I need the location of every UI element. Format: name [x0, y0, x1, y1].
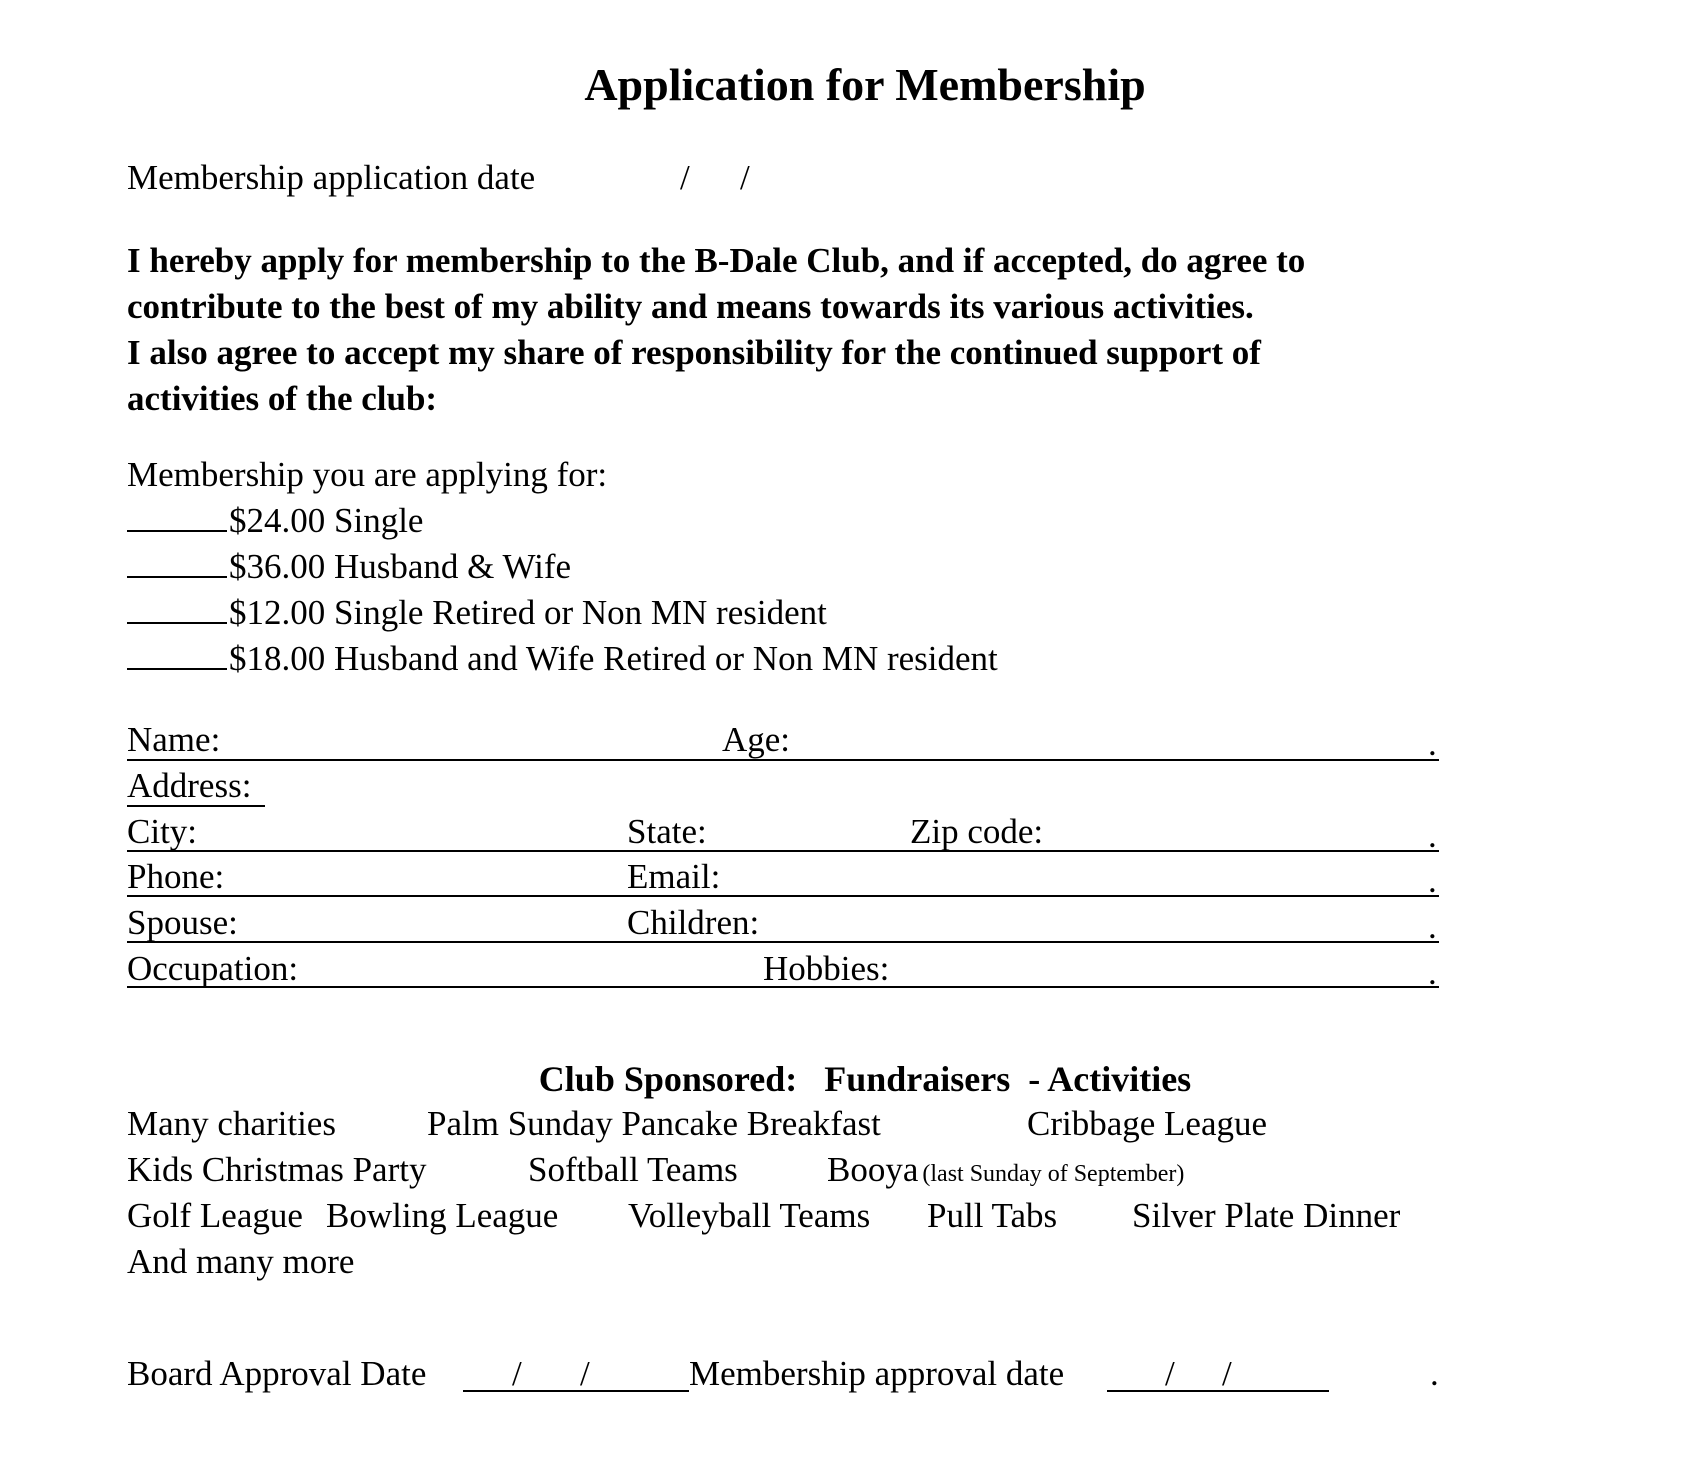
option-blank[interactable]: [127, 638, 227, 670]
activity-volleyball-teams: Volleyball Teams: [628, 1196, 871, 1235]
address-line[interactable]: [127, 805, 265, 807]
membership-approval-date-line[interactable]: [1107, 1390, 1329, 1392]
line-end-period: .: [1428, 907, 1437, 946]
membership-option-husband-wife[interactable]: [127, 544, 998, 590]
spouse-children-line[interactable]: [127, 941, 1439, 943]
application-date-label: Membership application date: [127, 158, 536, 197]
booya-label: Booya: [827, 1150, 919, 1189]
phone-email-line[interactable]: [127, 895, 1439, 897]
age-label: Age:: [722, 720, 791, 759]
activity-pancake-breakfast: Palm Sunday Pancake Breakfast: [427, 1104, 881, 1143]
line-end-period: .: [1428, 724, 1437, 763]
booya-note: (last Sunday of September): [922, 1161, 1185, 1187]
option-label: $12.00 Single Retired or Non MN resident: [229, 593, 827, 632]
membership-approval-label: Membership approval date: [689, 1354, 1065, 1393]
option-blank[interactable]: [127, 546, 227, 578]
spouse-label: Spouse:: [127, 903, 238, 942]
board-approval-date-line[interactable]: [463, 1390, 689, 1392]
application-date-separator-1: /: [680, 158, 690, 197]
children-label: Children:: [627, 903, 760, 942]
hobbies-label: Hobbies:: [763, 949, 890, 988]
state-label: State:: [627, 812, 707, 851]
board-approval-separator-2: /: [580, 1354, 590, 1393]
activity-cribbage-league: Cribbage League: [1027, 1104, 1268, 1143]
activity-softball-teams: Softball Teams: [528, 1150, 738, 1189]
option-blank[interactable]: [127, 500, 227, 532]
line-end-period: .: [1428, 861, 1437, 900]
agreement-line: I also agree to accept my share of responsibility for the continued support of: [127, 333, 1261, 372]
agreement-paragraph: [127, 238, 1527, 422]
agreement-line: activities of the club:: [127, 379, 438, 418]
approval-end-period: .: [1430, 1354, 1439, 1393]
application-date-separator-2: /: [740, 158, 750, 197]
agreement-line: I hereby apply for membership to the B-Dale Club, and if accepted, do agree to: [127, 241, 1306, 280]
membership-option-single-retired[interactable]: [127, 590, 998, 636]
name-label: Name:: [127, 720, 221, 759]
address-label: Address:: [127, 766, 252, 805]
membership-option-couple-retired[interactable]: [127, 636, 998, 682]
activity-bowling-league: Bowling League: [326, 1196, 559, 1235]
option-label: $18.00 Husband and Wife Retired or Non MN resident: [229, 639, 998, 678]
line-end-period: .: [1428, 953, 1437, 992]
board-approval-separator-1: /: [512, 1354, 522, 1393]
phone-label: Phone:: [127, 857, 225, 896]
occupation-label: Occupation:: [127, 949, 299, 988]
email-label: Email:: [627, 857, 721, 896]
activity-golf-league: Golf League: [127, 1196, 303, 1235]
activity-many-charities: Many charities: [127, 1104, 336, 1143]
zip-label: Zip code:: [910, 812, 1044, 851]
activity-booya: [827, 1150, 1184, 1190]
line-end-period: .: [1428, 816, 1437, 855]
page-title: Application for Membership: [584, 59, 1146, 110]
name-age-line[interactable]: [127, 759, 1439, 761]
activity-pull-tabs: Pull Tabs: [927, 1196, 1058, 1235]
membership-options: [127, 452, 998, 682]
option-label: $24.00 Single: [229, 501, 424, 540]
activity-kids-christmas-party: Kids Christmas Party: [127, 1150, 427, 1189]
membership-approval-separator-1: /: [1165, 1354, 1175, 1393]
option-blank[interactable]: [127, 592, 227, 624]
board-approval-label: Board Approval Date: [127, 1354, 427, 1393]
city-state-zip-line[interactable]: [127, 850, 1439, 852]
membership-heading: Membership you are applying for:: [127, 455, 608, 494]
activity-and-many-more: And many more: [127, 1242, 355, 1281]
city-label: City:: [127, 812, 198, 851]
occupation-hobbies-line[interactable]: [127, 986, 1439, 988]
club-sponsored-heading: Club Sponsored: Fundraisers - Activities: [538, 1059, 1192, 1099]
membership-approval-separator-2: /: [1222, 1354, 1232, 1393]
membership-option-single[interactable]: [127, 498, 998, 544]
agreement-line: contribute to the best of my ability and means towards its various activities.: [127, 287, 1254, 326]
option-label: $36.00 Husband & Wife: [229, 547, 572, 586]
activity-silver-plate-dinner: Silver Plate Dinner: [1132, 1196, 1401, 1235]
